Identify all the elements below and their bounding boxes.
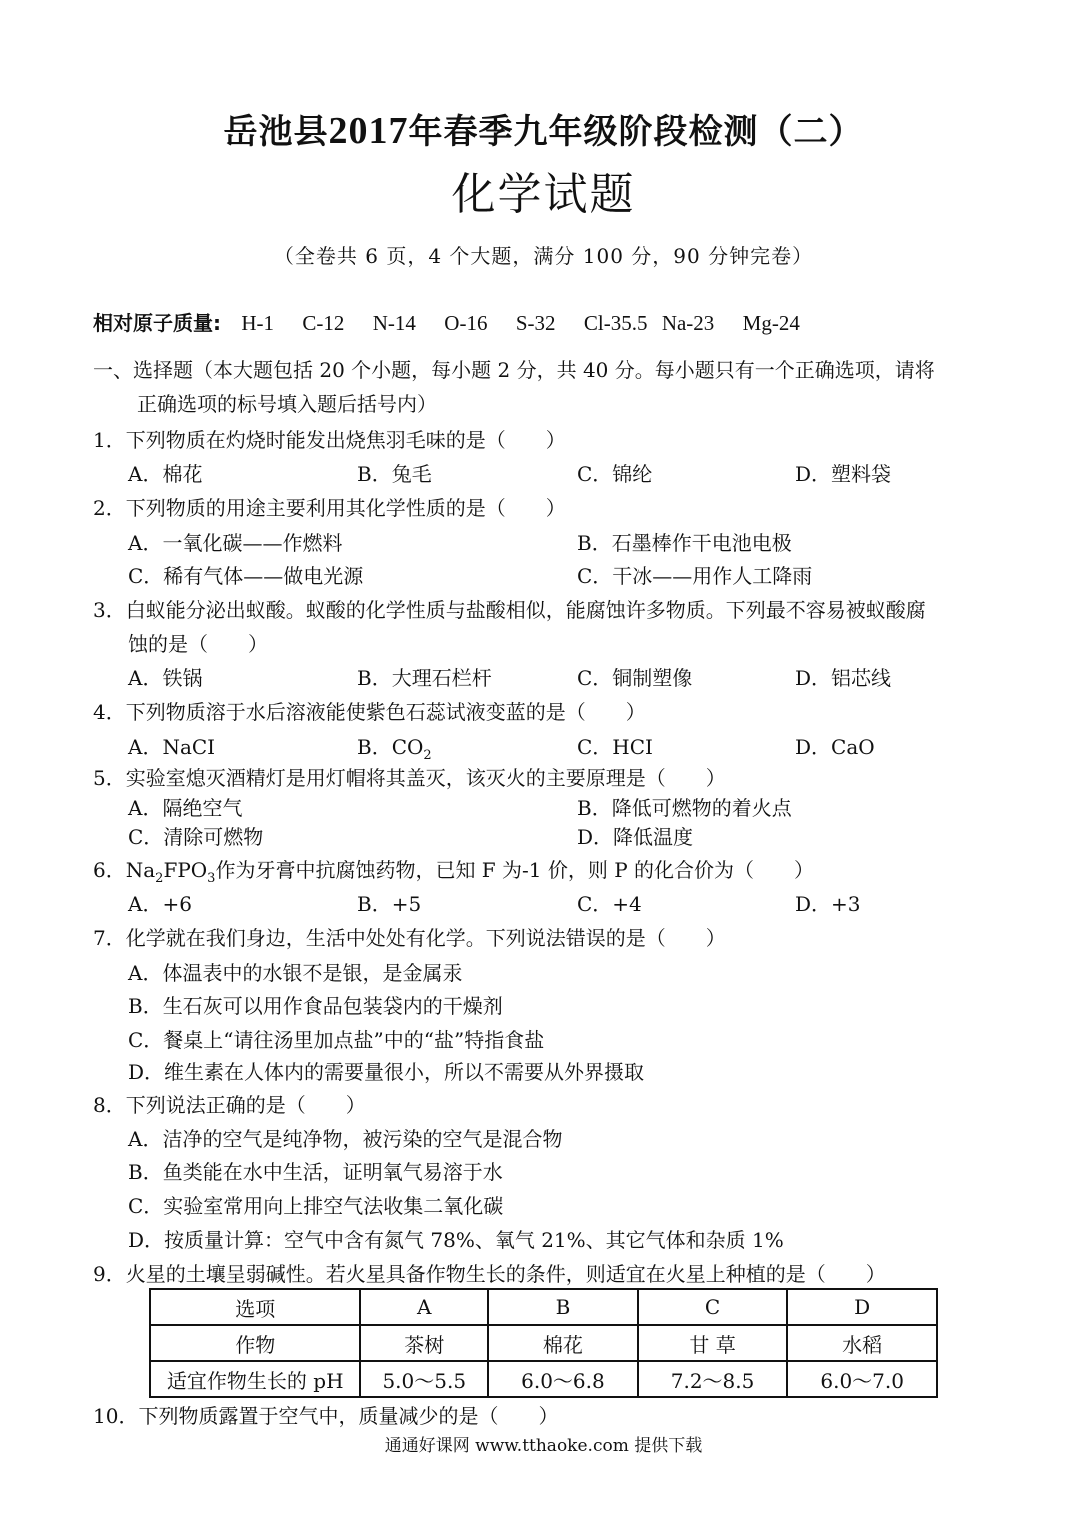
table-cell: 6.0～6.8 xyxy=(488,1361,638,1397)
question-4-option-b xyxy=(357,731,432,763)
table-cell: 棉花 xyxy=(488,1325,638,1361)
subscript: 2 xyxy=(423,748,432,763)
table-cell: A xyxy=(360,1289,488,1325)
table-cell: 适宜作物生长的 pH xyxy=(150,1361,360,1397)
question-6-option-c: C．+4 xyxy=(577,892,642,916)
question-2-option-b: B．石墨棒作干电池电极 xyxy=(577,531,792,555)
question-7-option-b: B．生石灰可以用作食品包装袋内的干燥剂 xyxy=(128,994,503,1018)
table-cell: 茶树 xyxy=(360,1325,488,1361)
mass-item: Cl-35.5 xyxy=(583,311,648,335)
table-cell: 作物 xyxy=(150,1325,360,1361)
atomic-masses xyxy=(93,307,822,336)
ph-table xyxy=(149,1288,938,1398)
question-10-stem: 10．下列物质露置于空气中，质量减少的是（ ） xyxy=(93,1404,559,1428)
title-year: 2017 xyxy=(328,110,409,152)
question-8-option-b: B．鱼类能在水中生活，证明氧气易溶于水 xyxy=(128,1160,503,1184)
table-row xyxy=(150,1361,937,1397)
question-5-option-b: B．降低可燃物的着火点 xyxy=(577,796,792,820)
subject-title: 化学试题 xyxy=(451,169,636,220)
question-5-option-a: A．隔绝空气 xyxy=(128,796,243,820)
table-cell: D xyxy=(787,1289,937,1325)
question-7-stem: 7．化学就在我们身边，生活中处处有化学。下列说法错误的是（ ） xyxy=(93,926,726,950)
question-6-stem xyxy=(93,854,814,886)
table-cell: 选项 xyxy=(150,1289,360,1325)
question-1-option-a: A．棉花 xyxy=(128,462,203,486)
table-cell: 6.0～7.0 xyxy=(787,1361,937,1397)
question-3-option-b: B．大理石栏杆 xyxy=(357,666,492,690)
exam-title xyxy=(0,104,1087,153)
question-3-stem-cont: 蚀的是（ ） xyxy=(128,632,268,656)
table-cell: C xyxy=(638,1289,788,1325)
question-5-option-c: C．清除可燃物 xyxy=(128,825,264,849)
subscript: 3 xyxy=(207,871,216,886)
question-5-option-d: D．降低温度 xyxy=(577,825,694,849)
question-6-option-a: A．+6 xyxy=(128,892,192,916)
question-6-option-b: B．+5 xyxy=(357,892,422,916)
question-8-stem: 8．下列说法正确的是（ ） xyxy=(93,1093,366,1117)
question-4-stem: 4．下列物质溶于水后溶液能使紫色石蕊试液变蓝的是（ ） xyxy=(93,700,646,724)
question-8-option-c: C．实验室常用向上排空气法收集二氧化碳 xyxy=(128,1194,504,1218)
question-2-stem: 2．下列物质的用途主要利用其化学性质的是（ ） xyxy=(93,496,566,520)
question-4-option-a: A．NaCI xyxy=(128,735,216,759)
question-3-option-d: D．铝芯线 xyxy=(795,666,892,690)
question-8-option-d: D．按质量计算：空气中含有氮气 78%、氧气 21%、其它气体和杂质 1% xyxy=(128,1228,784,1252)
question-6-option-d: D．+3 xyxy=(795,892,861,916)
question-6-text: 作为牙膏中抗腐蚀药物，已知 F 为-1 价，则 P 的化合价为（ ） xyxy=(215,858,815,882)
question-4-option-c: C．HCI xyxy=(577,735,653,759)
question-3-option-a: A．铁锅 xyxy=(128,666,203,690)
title-rest: 年春季九年级阶段检测（二） xyxy=(408,112,864,152)
question-3-option-c: C．铜制塑像 xyxy=(577,666,693,690)
table-row xyxy=(150,1325,937,1361)
table-cell: 甘 草 xyxy=(638,1325,788,1361)
question-6-text: FPO xyxy=(163,858,208,882)
question-4-option-b-text: B．CO xyxy=(357,735,424,759)
question-2-option-c: C．稀有气体——做电光源 xyxy=(128,564,364,588)
section1-heading: 一、选择题（本大题包括 20 个小题，每小题 2 分，共 40 分。每小题只有一个正确选项，请将 xyxy=(93,358,935,382)
section1-heading-cont: 正确选项的标号填入题后括号内） xyxy=(137,392,437,416)
atomic-masses-label: 相对原子质量: xyxy=(93,311,221,335)
mass-item: N-14 xyxy=(372,311,416,335)
question-2-option-d: C．干冰——用作人工降雨 xyxy=(577,564,813,588)
question-8-option-a: A．洁净的空气是纯净物，被污染的空气是混合物 xyxy=(128,1127,563,1151)
title-county: 岳池县 xyxy=(223,112,329,152)
table-cell: 7.2～8.5 xyxy=(638,1361,788,1397)
question-1-stem: 1．下列物质在灼烧时能发出烧焦羽毛味的是（ ） xyxy=(93,428,566,452)
table-cell: 5.0～5.5 xyxy=(360,1361,488,1397)
question-5-stem: 5．实验室熄灭酒精灯是用灯帽将其盖灭，该灭火的主要原理是（ ） xyxy=(93,766,726,790)
question-7-option-c: C．餐桌上“请往汤里加点盐”中的“盐”特指食盐 xyxy=(128,1028,545,1052)
mass-item: O-16 xyxy=(444,311,488,335)
subscript: 2 xyxy=(155,871,164,886)
mass-item: S-32 xyxy=(515,311,556,335)
question-4-option-d: D．CaO xyxy=(795,735,875,759)
question-3-stem: 3．白蚁能分泌出蚁酸。蚁酸的化学性质与盐酸相似，能腐蚀许多物质。下列最不容易被蚁酸腐 xyxy=(93,598,926,622)
question-1-option-d: D．塑料袋 xyxy=(795,462,892,486)
question-7-option-d: D．维生素在人体内的需要量很小，所以不需要从外界摄取 xyxy=(128,1060,645,1084)
mass-item: C-12 xyxy=(302,311,345,335)
question-7-option-a: A．体温表中的水银不是银，是金属汞 xyxy=(128,961,463,985)
table-cell: 水稻 xyxy=(787,1325,937,1361)
exam-info: （全卷共 6 页，4 个大题，满分 100 分，90 分钟完卷） xyxy=(273,244,814,268)
question-1-option-c: C．锦纶 xyxy=(577,462,653,486)
mass-item: Mg-24 xyxy=(742,311,800,335)
question-6-text: 6．Na xyxy=(93,858,156,882)
question-1-option-b: B．兔毛 xyxy=(357,462,432,486)
mass-item: Na-23 xyxy=(661,311,715,335)
question-2-option-a: A．一氧化碳——作燃料 xyxy=(128,531,343,555)
table-cell: B xyxy=(488,1289,638,1325)
page-footer: 通通好课网 www.tthaoke.com 提供下载 xyxy=(384,1436,703,1456)
mass-item: H-1 xyxy=(241,311,275,335)
question-9-stem: 9．火星的土壤呈弱碱性。若火星具备作物生长的条件，则适宜在火星上种植的是（ ） xyxy=(93,1262,886,1286)
table-row xyxy=(150,1289,937,1325)
